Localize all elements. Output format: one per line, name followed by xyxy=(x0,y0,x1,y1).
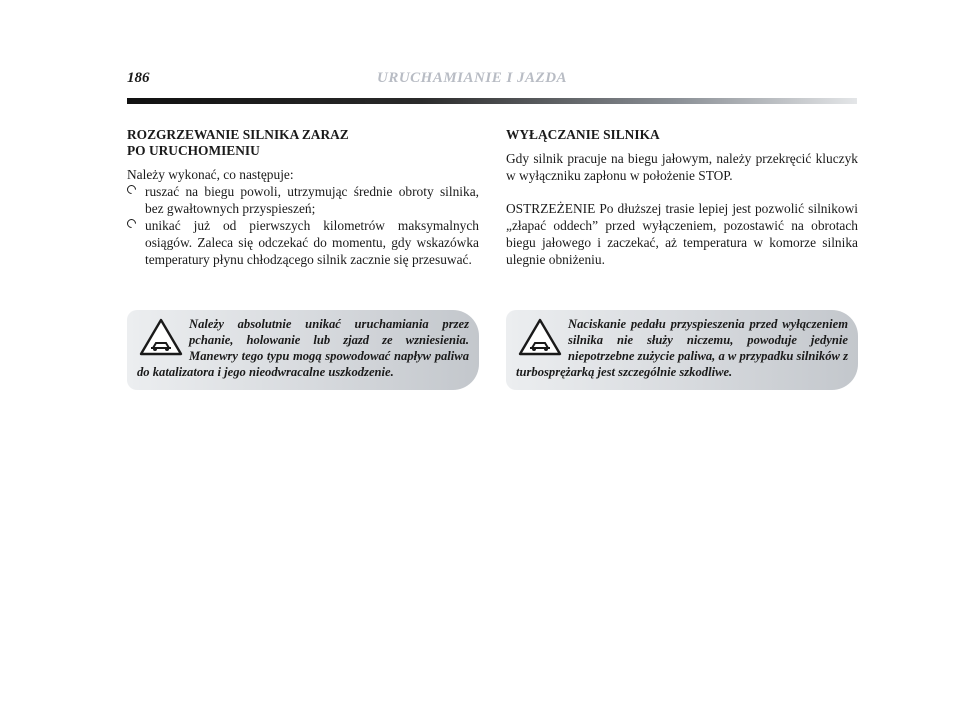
header-rule xyxy=(127,98,857,104)
left-column xyxy=(127,127,479,268)
bullet-text: ruszać na biegu powoli, utrzymując średnie obroty silnika, bez gwałtownych przyspieszeń; xyxy=(145,184,479,216)
intro-text: Należy wykonać, co następuje: xyxy=(127,167,294,182)
bullet-text: unikać już od pierwszych kilometrów maksymalnych osiągów. Zaleca się odczekać do momentu, gdy wskazówka temperatury płynu chłodzącego silnik zacznie się przesuwać. xyxy=(145,218,479,267)
warning-text-right: Naciskanie pedału przyspieszenia przed wyłączeniem silnika nie służy niczemu, powoduje jedynie niepotrzebne zużycie paliwa, a w przypadku silników z turbosprężarką jest szczególnie szkodliwe. xyxy=(516,317,848,379)
open-circle-bullet-icon xyxy=(125,183,138,196)
right-heading: WYŁĄCZANIE SILNIKA xyxy=(506,127,660,142)
warning-text-left: Należy absolutnie unikać uruchamiania przez pchanie, holowanie lub zjazd ze wzniesienia. Manewry tego typu mogą spowodować napływ paliwa do katalizatora i jego nieodwracalne uszkodzenie. xyxy=(137,317,469,379)
warning-box-right xyxy=(506,310,858,390)
bullet-list xyxy=(127,183,479,268)
running-section-title: URUCHAMIANIE I JAZDA xyxy=(377,70,568,86)
right-column xyxy=(506,127,858,268)
list-item xyxy=(127,183,479,217)
engine-off-paragraph: Gdy silnik pracuje na biegu jałowym, należy przekręcić kluczyk w wyłączniku zapłonu w położenie STOP. xyxy=(506,151,858,183)
warning-box-left xyxy=(127,310,479,390)
page-number: 186 xyxy=(127,70,150,86)
list-item xyxy=(127,217,479,268)
left-heading-line2: PO URUCHOMIENIU xyxy=(127,143,260,158)
caution-paragraph: OSTRZEŻENIE Po dłuższej trasie lepiej jest pozwolić silnikowi „złapać oddech” przed wyłączeniem, pozostawić na obrotach biegu jałowego i zaczekać, aż temperatura w komorze silnika ulegnie obniżeniu. xyxy=(506,201,858,267)
warning-triangle-icon xyxy=(518,318,562,356)
left-heading-line1: ROZGRZEWANIE SILNIKA ZARAZ xyxy=(127,127,349,142)
open-circle-bullet-icon xyxy=(125,217,138,230)
left-heading xyxy=(127,127,479,159)
warning-triangle-icon xyxy=(139,318,183,356)
